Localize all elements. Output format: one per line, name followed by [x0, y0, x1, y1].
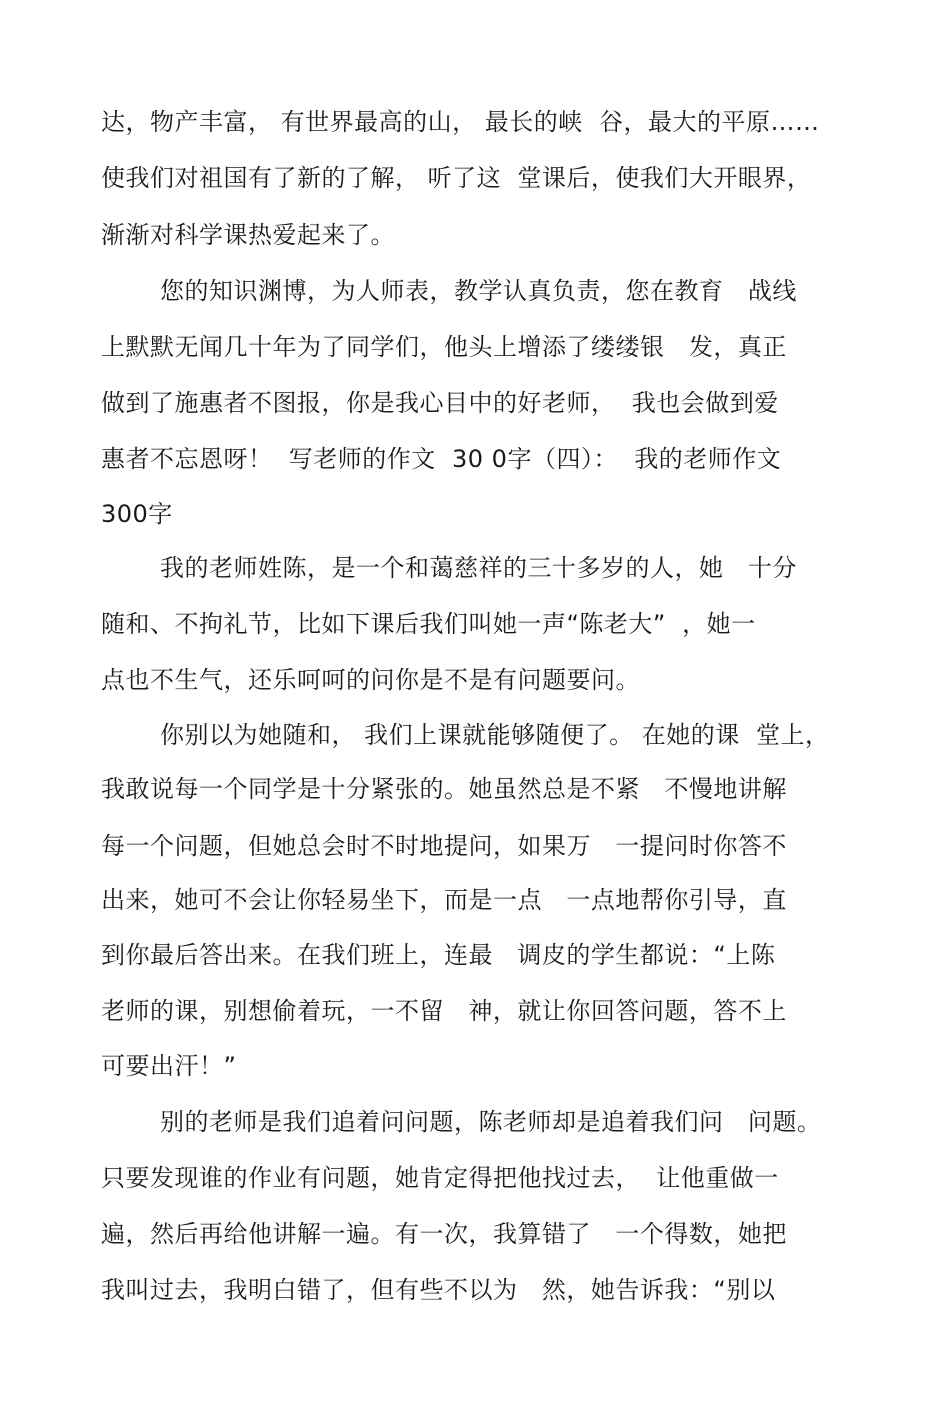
text-line-8: 300字: [101, 500, 173, 528]
text-line-9: 我的老师姓陈，是一个和蔼慈祥的三十多岁的人，她 十分: [160, 554, 797, 582]
text-line-10: 随和、不拘礼节，比如下课后我们叫她一声“陈老大” ，她一: [101, 610, 756, 638]
text-line-20: 只要发现谁的作业有问题，她肯定得把他找过去， 让他重做一: [101, 1164, 779, 1192]
text-line-18: 可要出汗！”: [101, 1052, 237, 1080]
text-line-17: 老师的课，别想偷着玩，一不留 神，就让你回答问题，答不上: [101, 997, 787, 1025]
text-line-14: 每一个问题，但她总会时不时地提问，如果万 一提问时你答不: [101, 832, 787, 860]
text-line-19: 别的老师是我们追着问问题，陈老师却是追着我们问 问题。: [160, 1108, 822, 1136]
text-line-5: 上默默无闻几十年为了同学们，他头上增添了缕缕银 发，真正: [101, 333, 787, 361]
text-line-15: 出来，她可不会让你轻易坐下，而是一点 一点地帮你引导，直: [101, 886, 787, 914]
text-line-3: 渐渐对科学课热爱起来了。: [101, 221, 395, 249]
text-line-21: 遍，然后再给他讲解一遍。有一次，我算错了 一个得数，她把: [101, 1220, 787, 1248]
text-line-11: 点也不生气，还乐呵呵的问你是不是有问题要问。: [101, 666, 640, 694]
text-line-6: 做到了施惠者不图报，你是我心目中的好老师， 我也会做到爱: [101, 389, 779, 417]
text-line-2: 使我们对祖国有了新的了解， 听了这 堂课后，使我们大开眼界，: [101, 164, 812, 192]
text-line-7: 惠者不忘恩呀！ 写老师的作文 30 0字（四）： 我的老师作文: [101, 445, 782, 473]
text-line-22: 我叫过去，我明白错了，但有些不以为 然，她告诉我：“别以: [101, 1276, 776, 1304]
text-line-4: 您的知识渊博，为人师表，教学认真负责，您在教育 战线: [160, 277, 797, 305]
text-line-12: 你别以为她随和， 我们上课就能够随便了。 在她的课 堂上，: [160, 721, 830, 749]
text-line-13: 我敢说每一个同学是十分紧张的。她虽然总是不紧 不慢地讲解: [101, 775, 787, 803]
text-line-1: 达，物产丰富， 有世界最高的山， 最长的峡 谷，最大的平原……: [101, 108, 820, 136]
text-line-16: 到你最后答出来。在我们班上，连最 调皮的学生都说：“上陈: [101, 941, 776, 969]
